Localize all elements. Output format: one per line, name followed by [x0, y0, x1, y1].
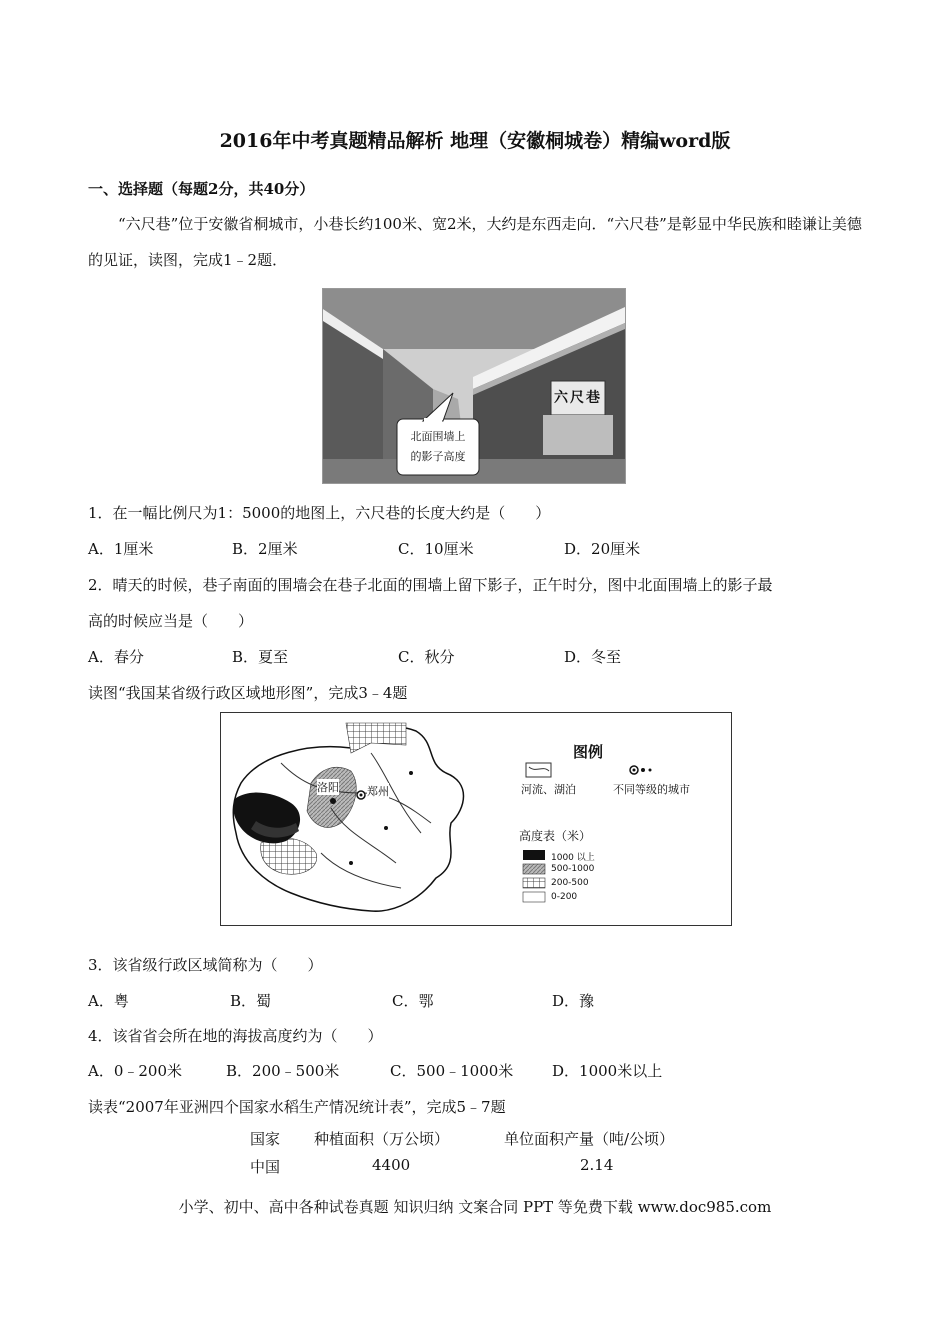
- shadow-callout: [401, 427, 475, 467]
- q4-option-c: C．500﹣1000米: [390, 1062, 514, 1080]
- q4-option-d: D．1000米以上: [552, 1062, 663, 1080]
- question-2-stem-line-2: 高的时候应当是（ ）: [88, 612, 254, 630]
- question-4-options: [0, 1060, 950, 1082]
- q2-option-b: B．夏至: [232, 648, 289, 666]
- q2-option-a: A．春分: [88, 648, 144, 666]
- page-title: 2016年中考真题精品解析 地理（安徽桐城卷）精编word版: [219, 130, 731, 152]
- question-3-options: [0, 990, 950, 1012]
- question-4-stem: 4．该省省会所在地的海拔高度约为（ ）: [88, 1027, 383, 1045]
- table-header-country: 国家: [250, 1130, 281, 1148]
- city-label-luoyang: 洛阳: [317, 781, 339, 794]
- province-topographic-map: [220, 712, 732, 926]
- question-2-stem-line-1: 2．晴天的时候，巷子南面的围墙会在巷子北面的围墙上留下影子，正午时分，图中北面围墙上的影子最: [88, 576, 773, 594]
- six-chi-lane-photo: [322, 288, 626, 484]
- elevation-level-1: 1000 以上: [551, 853, 595, 863]
- question-1-stem: 1．在一幅比例尺为1：5000的地图上，六尺巷的长度大约是（ ）: [88, 504, 551, 522]
- rice-production-table: [0, 1126, 950, 1182]
- q1-option-d: D．20厘米: [564, 540, 641, 558]
- callout-line-2: 的影子高度: [410, 450, 466, 463]
- legend-title: 图例: [573, 743, 604, 761]
- legend-cities: 不同等级的城市: [613, 783, 690, 796]
- section-heading: 一、选择题（每题2分，共40分）: [88, 180, 315, 198]
- callout-line-1: 北面围墙上: [410, 430, 466, 443]
- intro-paragraph-3: 读表“2007年亚洲四个国家水稻生产情况统计表”，完成5﹣7题: [88, 1098, 506, 1116]
- page-footer: 小学、初中、高中各种试卷真题 知识归纳 文案合同 PPT 等免费下载 www.doc985.com: [178, 1198, 772, 1216]
- city-label-zhengzhou: 郑州: [367, 785, 389, 798]
- legend-rivers-lakes: 河流、湖泊: [521, 783, 576, 796]
- q2-option-c: C．秋分: [398, 648, 455, 666]
- question-1-options: [0, 538, 950, 560]
- elevation-level-4: 0-200: [551, 892, 578, 902]
- map-illustration: [221, 713, 731, 925]
- elevation-level-3: 200-500: [551, 878, 589, 888]
- q4-option-a: A．0﹣200米: [88, 1062, 183, 1080]
- q3-option-c: C．鄂: [392, 992, 434, 1010]
- q3-option-a: A．粤: [88, 992, 129, 1010]
- q1-option-b: B．2厘米: [232, 540, 298, 558]
- q1-option-a: A．1厘米: [88, 540, 154, 558]
- q4-option-b: B．200﹣500米: [226, 1062, 340, 1080]
- table-header-yield: 单位面积产量（吨/公顷）: [504, 1130, 675, 1148]
- table-cell-yield: 2.14: [580, 1156, 614, 1174]
- intro-paragraph-2: 读图“我国某省级行政区域地形图”，完成3﹣4题: [88, 684, 408, 702]
- elevation-level-2: 500-1000: [551, 864, 595, 874]
- q1-option-c: C．10厘米: [398, 540, 474, 558]
- question-3-stem: 3．该省级行政区域简称为（ ）: [88, 956, 323, 974]
- q3-option-d: D．豫: [552, 992, 595, 1010]
- table-header-area: 种植面积（万公顷）: [314, 1130, 450, 1148]
- q2-option-d: D．冬至: [564, 648, 622, 666]
- table-cell-country: 中国: [250, 1158, 281, 1176]
- elevation-legend-title: 高度表（米）: [519, 829, 592, 843]
- question-2-options: [0, 646, 950, 668]
- q3-option-b: B．蜀: [230, 992, 272, 1010]
- table-cell-area: 4400: [372, 1156, 411, 1174]
- intro-paragraph-1: “六尺巷”位于安徽省桐城市，小巷长约100米、宽2米，大约是东西走向．“六尺巷”是彰显中华民族和睦谦让美德的见证，读图，完成1﹣2题．: [88, 215, 862, 269]
- stone-sign-text: 六尺巷: [554, 390, 602, 406]
